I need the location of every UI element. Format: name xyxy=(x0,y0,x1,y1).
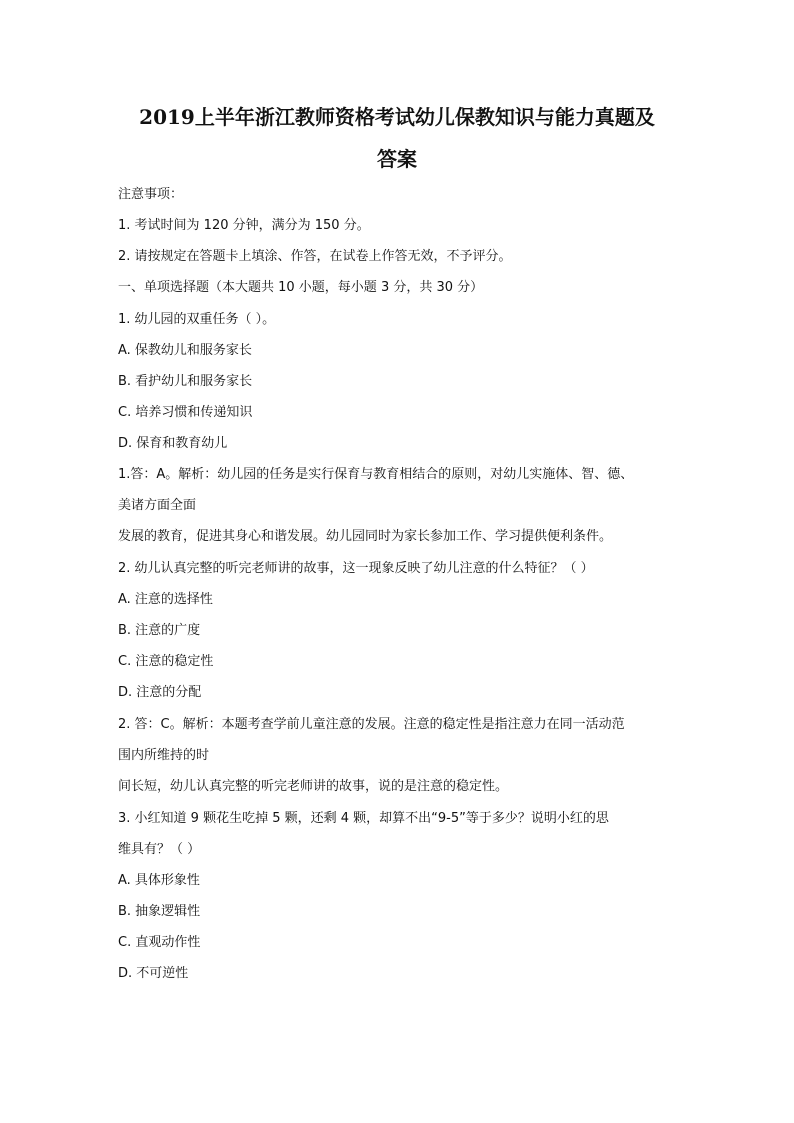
question-1-stem: 1. 幼儿园的双重任务（ ）。 xyxy=(118,312,276,327)
question-1-option-a: A. 保教幼儿和服务家长 xyxy=(118,343,252,358)
question-1-answer-line-3: 发展的教育，促进其身心和谐发展。幼儿园同时为家长参加工作、学习提供便利条件。 xyxy=(118,529,613,544)
question-3-option-b: B. 抽象逻辑性 xyxy=(118,904,201,919)
question-3-stem-line-1: 3. 小红知道 9 颗花生吃掉 5 颗，还剩 4 颗，却算不出“9-5”等于多少？说明小红的思 xyxy=(118,811,609,826)
section-heading: 一、单项选择题（本大题共 10 小题，每小题 3 分，共 30 分） xyxy=(118,280,484,295)
question-2-option-a: A. 注意的选择性 xyxy=(118,592,213,607)
question-2-stem: 2. 幼儿认真完整的听完老师讲的故事，这一现象反映了幼儿注意的什么特征？（ ） xyxy=(118,561,594,576)
question-1-option-d: D. 保育和教育幼儿 xyxy=(118,436,228,451)
notice-item-1: 1. 考试时间为 120 分钟，满分为 150 分。 xyxy=(118,218,370,233)
question-2-option-d: D. 注意的分配 xyxy=(118,685,202,700)
question-1-answer-line-2: 美诸方面全面 xyxy=(118,498,197,513)
question-3-stem-line-2: 维具有？（ ） xyxy=(118,842,201,857)
question-1-option-c: C. 培养习惯和传递知识 xyxy=(118,405,253,420)
question-2-option-c: C. 注意的稳定性 xyxy=(118,654,214,669)
question-2-answer-line-1: 2. 答：C。解析：本题考查学前儿童注意的发展。注意的稳定性是指注意力在同一活动范 xyxy=(118,717,625,732)
notice-item-2: 2. 请按规定在答题卡上填涂、作答，在试卷上作答无效，不予评分。 xyxy=(118,249,512,264)
document-title-line-2: 答案 xyxy=(377,147,417,171)
question-2-answer-line-2: 围内所维持的时 xyxy=(118,748,210,763)
question-3-option-d: D. 不可逆性 xyxy=(118,966,189,981)
question-3-option-a: A. 具体形象性 xyxy=(118,873,200,888)
question-3-option-c: C. 直观动作性 xyxy=(118,935,201,950)
question-1-option-b: B. 看护幼儿和服务家长 xyxy=(118,374,253,389)
document-title-line-1: 2019上半年浙江教师资格考试幼儿保教知识与能力真题及 xyxy=(139,105,655,129)
question-1-answer-line-1: 1.答：A。解析：幼儿园的任务是实行保育与教育相结合的原则，对幼儿实施体、智、德、 xyxy=(118,467,634,482)
question-2-option-b: B. 注意的广度 xyxy=(118,623,201,638)
notice-heading: 注意事项： xyxy=(118,187,184,202)
question-2-answer-line-3: 间长短，幼儿认真完整的听完老师讲的故事，说的是注意的稳定性。 xyxy=(118,779,509,794)
